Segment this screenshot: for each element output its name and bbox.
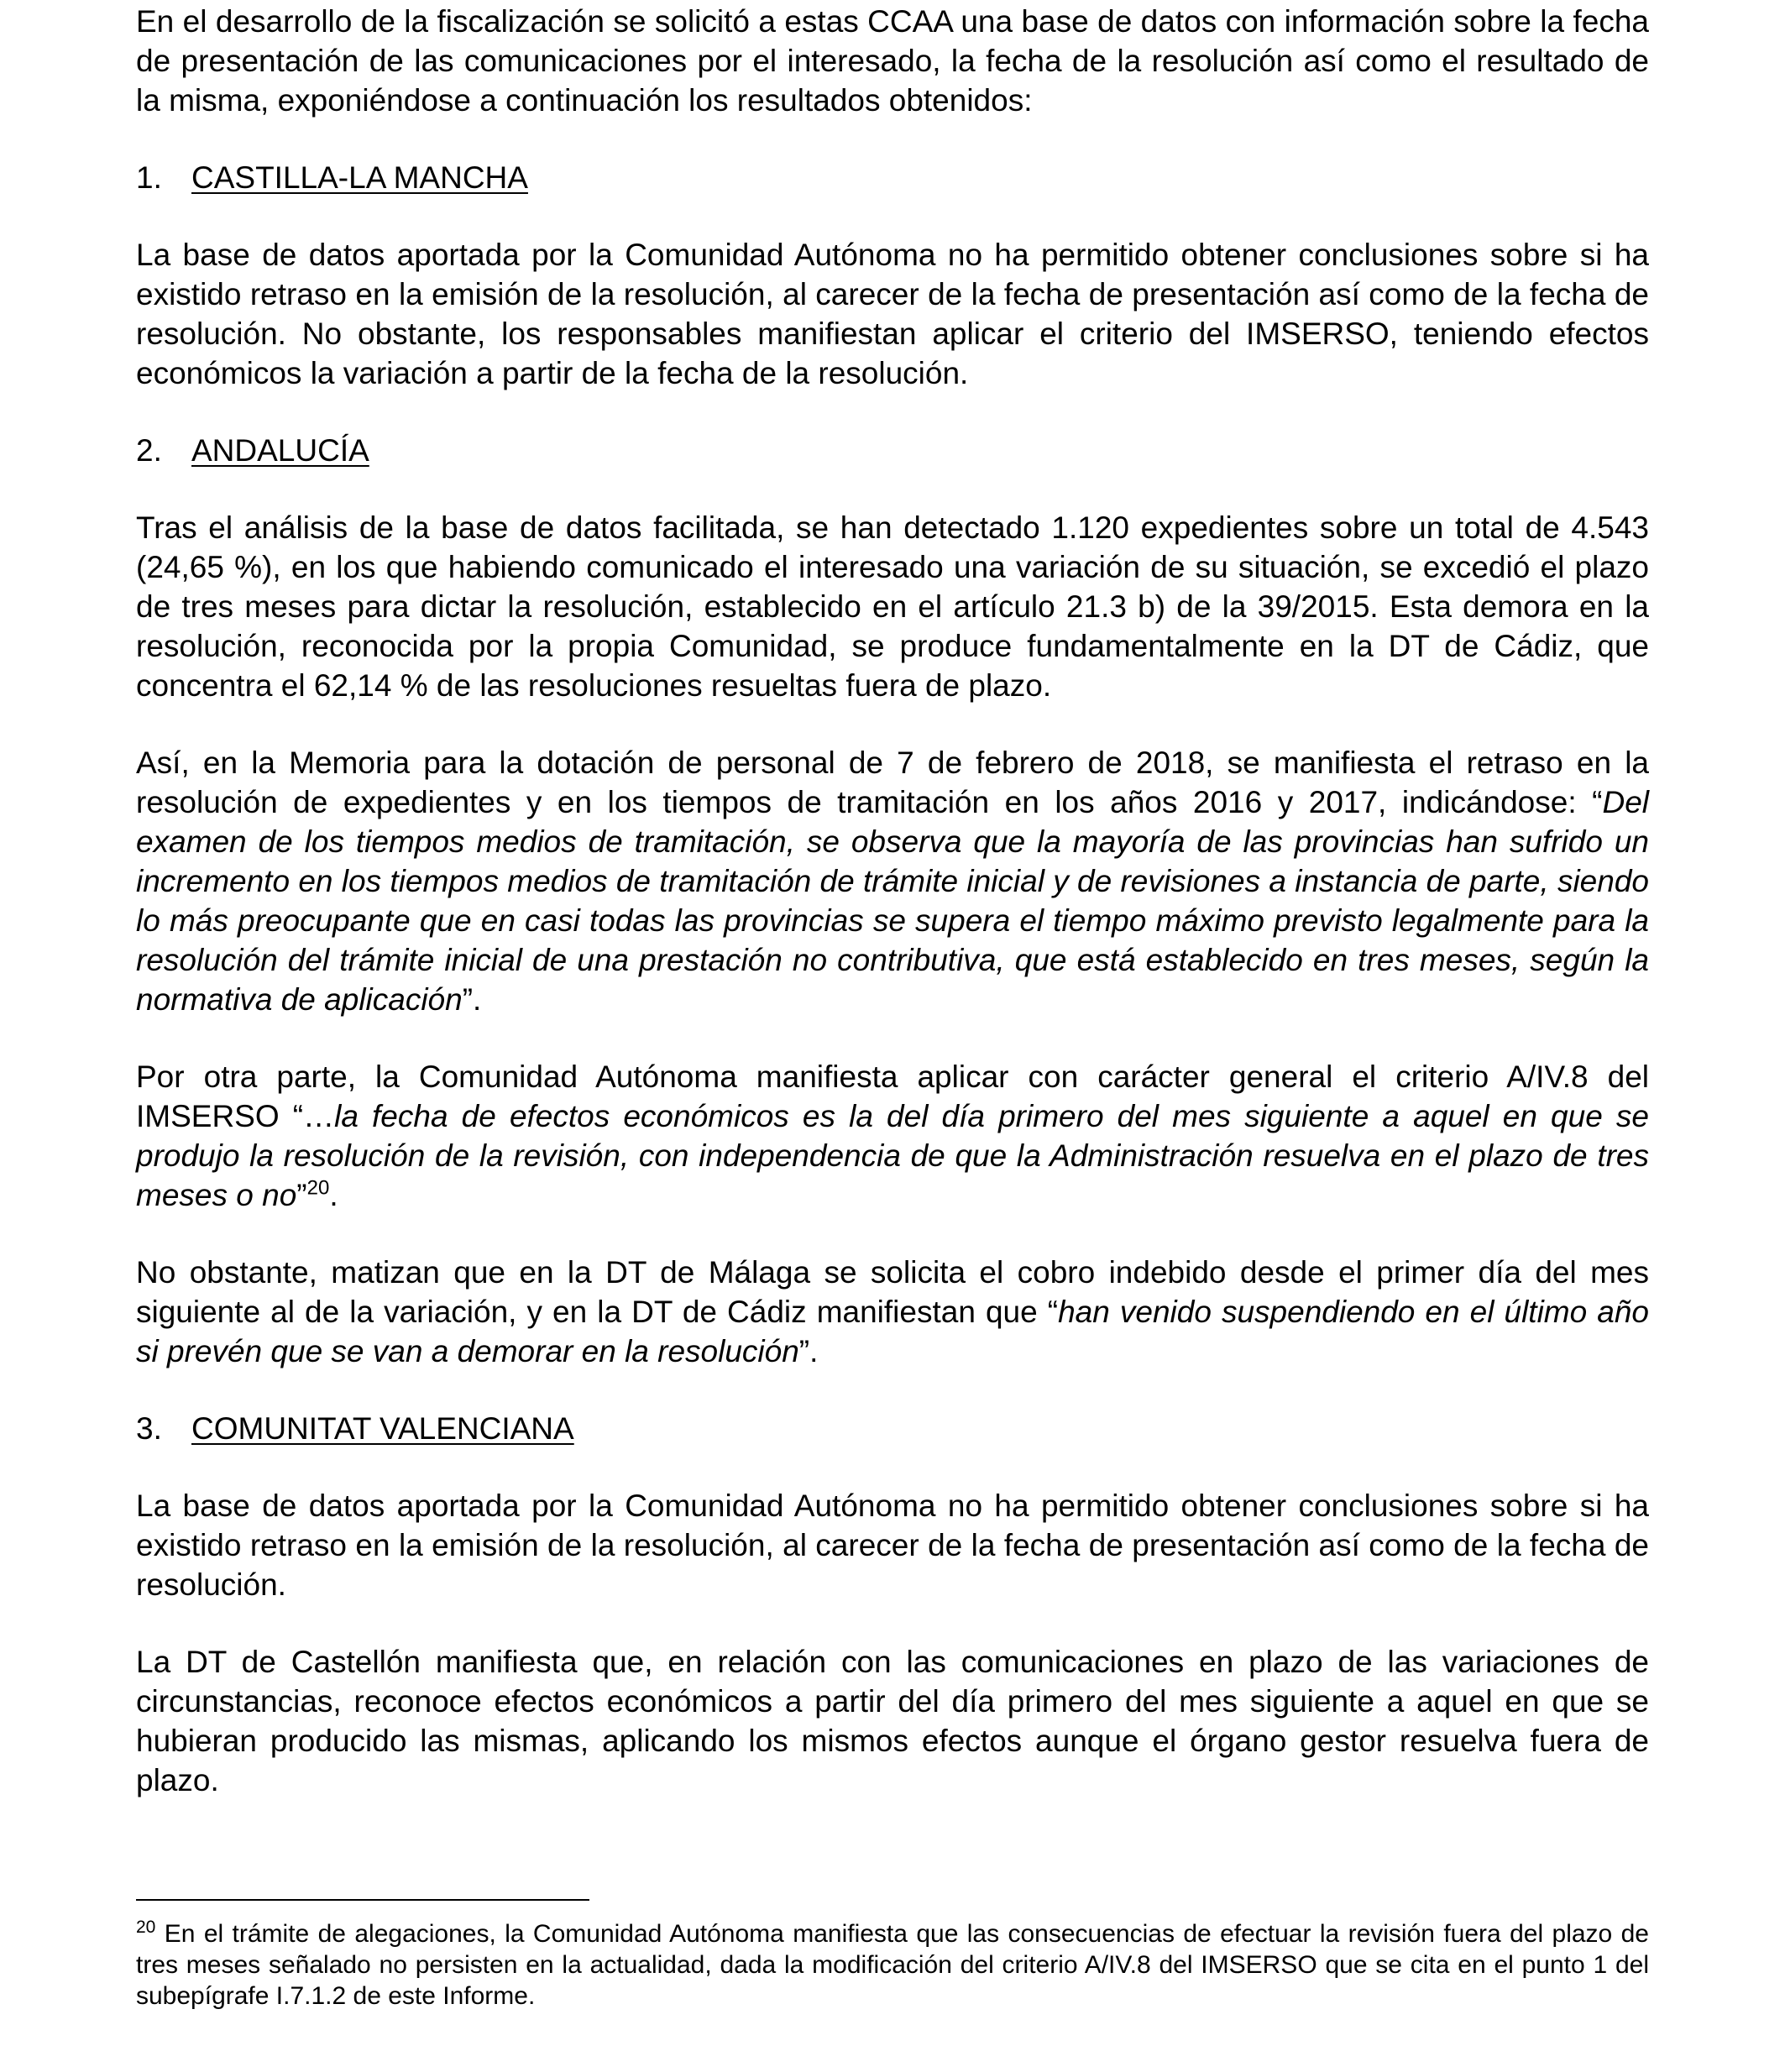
section-number: 1. [136, 160, 162, 195]
valenciana-paragraph-2: La DT de Castellón manifiesta que, en relación con las comunicaciones en plazo de las variaciones de circunstancias, reconoce efectos económicos a partir del día primero del mes siguiente a aquel en que se hubieran producido las mismas, aplicando los mismos efectos aunque el órgano gestor resuelva fuera de plazo. [136, 1645, 1649, 1797]
paragraph-text: . [329, 1178, 338, 1212]
paragraph-text: Así, en la Memoria para la dotación de personal de 7 de febrero de 2018, se manifiesta el retraso en la resolución de expedientes y en los tiempos de tramitación en los años 2016 y 2017, indicándose: “ [136, 746, 1649, 819]
section-title: ANDALUCÍA [191, 433, 369, 468]
section-number: 3. [136, 1411, 162, 1446]
footnote-reference[interactable]: 20 [306, 1176, 330, 1200]
quoted-text: Del examen de los tiempos medios de tramitación, se observa que la mayoría de las provincias han sufrido un incremento en los tiempos medios de tramitación de trámite inicial y de revisiones a instancia de parte, siendo lo más preocupante que en casi todas las provincias se supera el tiempo máximo previsto legalmente para la resolución del trámite inicial de una prestación no contributiva, que está establecido en tres meses, según la normativa de aplicación [136, 785, 1649, 1017]
paragraph-text: Por otra parte, la Comunidad Autónoma manifiesta aplicar con carácter general el criterio A/IV.8 del IMSERSO “… [136, 1060, 1649, 1133]
castilla-paragraph: La base de datos aportada por la Comunidad Autónoma no ha permitido obtener conclusiones sobre si ha existido retraso en la emisión de la resolución, al carecer de la fecha de presentación así como de la fecha de resolución. No obstante, los responsables manifiestan aplicar el criterio del IMSERSO, teniendo efectos económicos la variación a partir de la fecha de la resolución. [136, 238, 1649, 390]
quoted-text: la fecha de efectos económicos es la del día primero del mes siguiente a aquel en que se produjo la resolución de la revisión, con independencia de que la Administración resuelva en el plazo de tres meses o no [136, 1099, 1649, 1212]
paragraph-text: ”. [462, 982, 482, 1017]
document-body [136, 2, 1649, 1838]
paragraph-text: No obstante, matizan que en la DT de Málaga se solicita el cobro indebido desde el primer día del mes siguiente al de la variación, y en la DT de Cádiz manifiestan que “ [136, 1255, 1649, 1329]
section-title: COMUNITAT VALENCIANA [191, 1411, 574, 1446]
quoted-text: han venido suspendiendo en el último año si prevén que se van a demorar en la resolución [136, 1295, 1649, 1368]
footnote-number: 20 [136, 1918, 156, 1937]
section-heading-comunitat-valenciana [136, 1409, 1649, 1448]
section-heading-castilla-la-mancha [136, 158, 1649, 197]
paragraph-text: ” [296, 1178, 307, 1212]
andalucia-paragraph-3 [136, 1057, 1649, 1215]
section-heading-andalucia [136, 431, 1649, 470]
document-page [136, 0, 1649, 2072]
footnote-text: En el trámite de alegaciones, la Comunidad Autónoma manifiesta que las consecuencias de efectuar la revisión fuera del plazo de tres meses señalado no persisten en la actualidad, dada la modificación del criterio A/IV.8 del IMSERSO que se cita en el punto 1 del subepígrafe I.7.1.2 de este Informe. [136, 1920, 1649, 2010]
footnote-separator [136, 1899, 589, 1901]
andalucia-paragraph-1: Tras el análisis de la base de datos facilitada, se han detectado 1.120 expedientes sobre un total de 4.543 (24,65 %), en los que habiendo comunicado el interesado una variación de su situación, se excedió el plazo de tres meses para dictar la resolución, establecido en el artículo 21.3 b) de la 39/2015. Esta demora en la resolución, reconocida por la propia Comunidad, se produce fundamentalmente en la DT de Cádiz, que concentra el 62,14 % de las resoluciones resueltas fuera de plazo. [136, 510, 1649, 703]
paragraph-text: ”. [798, 1334, 819, 1368]
andalucia-paragraph-2 [136, 743, 1649, 1019]
andalucia-paragraph-4 [136, 1253, 1649, 1371]
section-number: 2. [136, 433, 162, 468]
section-title: CASTILLA-LA MANCHA [191, 160, 528, 195]
valenciana-paragraph-1: La base de datos aportada por la Comunidad Autónoma no ha permitido obtener conclusiones sobre si ha existido retraso en la emisión de la resolución, al carecer de la fecha de presentación así como de la fecha de resolución. [136, 1489, 1649, 1602]
intro-paragraph: En el desarrollo de la fiscalización se solicitó a estas CCAA una base de datos con información sobre la fecha de presentación de las comunicaciones por el interesado, la fecha de la resolución así como el resultado de la misma, exponiéndose a continuación los resultados obtenidos: [136, 4, 1649, 118]
footnote [136, 1918, 1649, 2012]
